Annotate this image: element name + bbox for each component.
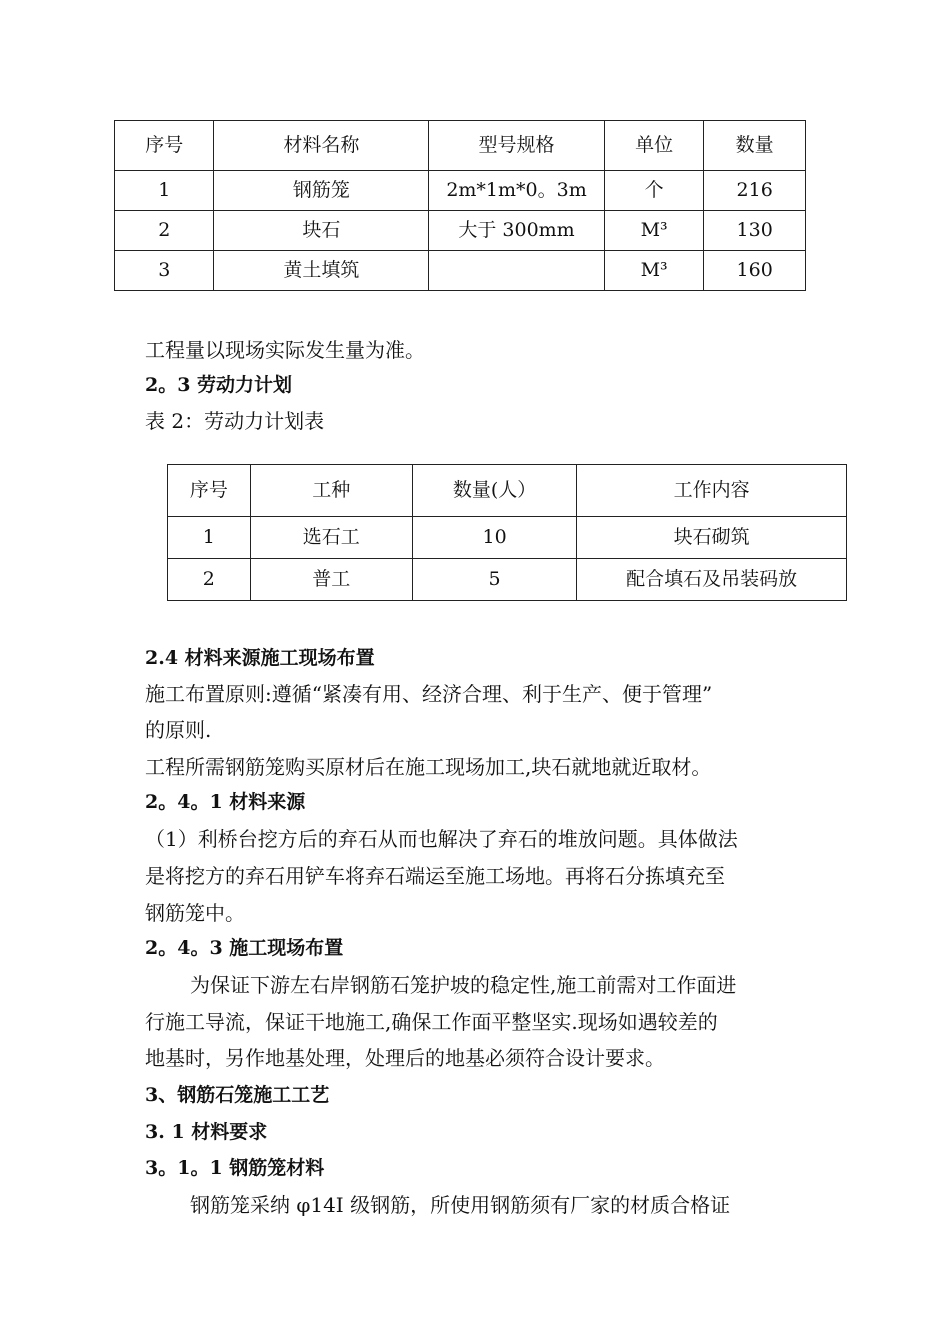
paragraph-waste-stone: （1）利桥台挖方后的弃石从而也解决了弃石的堆放问题。具体做法: [145, 827, 738, 851]
header-cell: 数量: [704, 121, 806, 171]
heading-labor-plan: 2。3 劳动力计划: [145, 374, 293, 396]
table-cell: 2: [115, 211, 214, 251]
materials-table: [114, 120, 806, 291]
table-cell: [429, 251, 605, 291]
paragraph-waste-stone-cont: 是将挖方的弃石用铲车将弃石端运至施工场地。再将石分拣填充至: [145, 864, 725, 888]
paragraph-cage-material: 钢筋笼采纳 φ14Ⅰ 级钢筋，所使用钢筋须有厂家的材质合格证: [190, 1193, 731, 1217]
header-cell: 工作内容: [577, 465, 847, 517]
heading-gabion-process: 3、钢筋石笼施工工艺: [145, 1084, 330, 1106]
header-cell: 材料名称: [214, 121, 429, 171]
table-cell: 大于 300mm: [429, 211, 605, 251]
table-row: [168, 559, 847, 601]
table-cell: 块石砌筑: [577, 517, 847, 559]
table-cell: 选石工: [250, 517, 412, 559]
paragraph-materials: 工程所需钢筋笼购买原材后在施工现场加工,块石就地就近取材。: [145, 755, 712, 779]
table-row: [115, 171, 806, 211]
table-cell: M³: [604, 251, 704, 291]
heading-material-source: 2。4。1 材料来源: [145, 791, 306, 813]
table-row: [115, 251, 806, 291]
table-caption: 表 2：劳动力计划表: [145, 409, 325, 433]
paragraph-site-layout-end: 地基时，另作地基处理，处理后的地基必须符合设计要求。: [145, 1046, 665, 1070]
table-cell: 2m*1m*0。3m: [429, 171, 605, 211]
header-cell: 序号: [115, 121, 214, 171]
table-cell: 配合填石及吊装码放: [577, 559, 847, 601]
paragraph-waste-stone-end: 钢筋笼中。: [145, 901, 245, 925]
header-cell: 型号规格: [429, 121, 605, 171]
paragraph-layout-principle-cont: 的原则.: [145, 718, 212, 742]
table-cell: 块石: [214, 211, 429, 251]
table-cell: 黄土填筑: [214, 251, 429, 291]
table-cell: 个: [604, 171, 704, 211]
table-row: [115, 211, 806, 251]
paragraph-layout-principle: 施工布置原则:遵循“紧凑有用、经济合理、利于生产、便于管理”: [145, 682, 713, 706]
header-cell: 数量(人）: [412, 465, 576, 517]
table-cell: 钢筋笼: [214, 171, 429, 211]
paragraph-site-layout: 为保证下游左右岸钢筋石笼护坡的稳定性,施工前需对工作面进: [190, 973, 737, 997]
table-cell: 3: [115, 251, 214, 291]
table-header-row: [115, 121, 806, 171]
table-cell: 普工: [250, 559, 412, 601]
table-cell: 10: [412, 517, 576, 559]
table-cell: 5: [412, 559, 576, 601]
table-cell: 130: [704, 211, 806, 251]
table-cell: 2: [168, 559, 251, 601]
table-row: [168, 517, 847, 559]
table-cell: M³: [604, 211, 704, 251]
heading-material-requirements: 3. 1 材料要求: [145, 1121, 268, 1143]
table-cell: 1: [115, 171, 214, 211]
table-header-row: [168, 465, 847, 517]
heading-site-layout: 2。4。3 施工现场布置: [145, 937, 344, 959]
heading-cage-material: 3。1。1 钢筋笼材料: [145, 1157, 325, 1179]
heading-material-source-layout: 2.4 材料来源施工现场布置: [145, 647, 375, 669]
header-cell: 工种: [250, 465, 412, 517]
table-cell: 216: [704, 171, 806, 211]
paragraph-quantity-note: 工程量以现场实际发生量为准。: [145, 338, 425, 362]
labor-table: [167, 464, 847, 601]
paragraph-site-layout-cont: 行施工导流，保证干地施工,确保工作面平整坚实.现场如遇较差的: [145, 1010, 718, 1034]
table-cell: 1: [168, 517, 251, 559]
header-cell: 单位: [604, 121, 704, 171]
table-cell: 160: [704, 251, 806, 291]
header-cell: 序号: [168, 465, 251, 517]
